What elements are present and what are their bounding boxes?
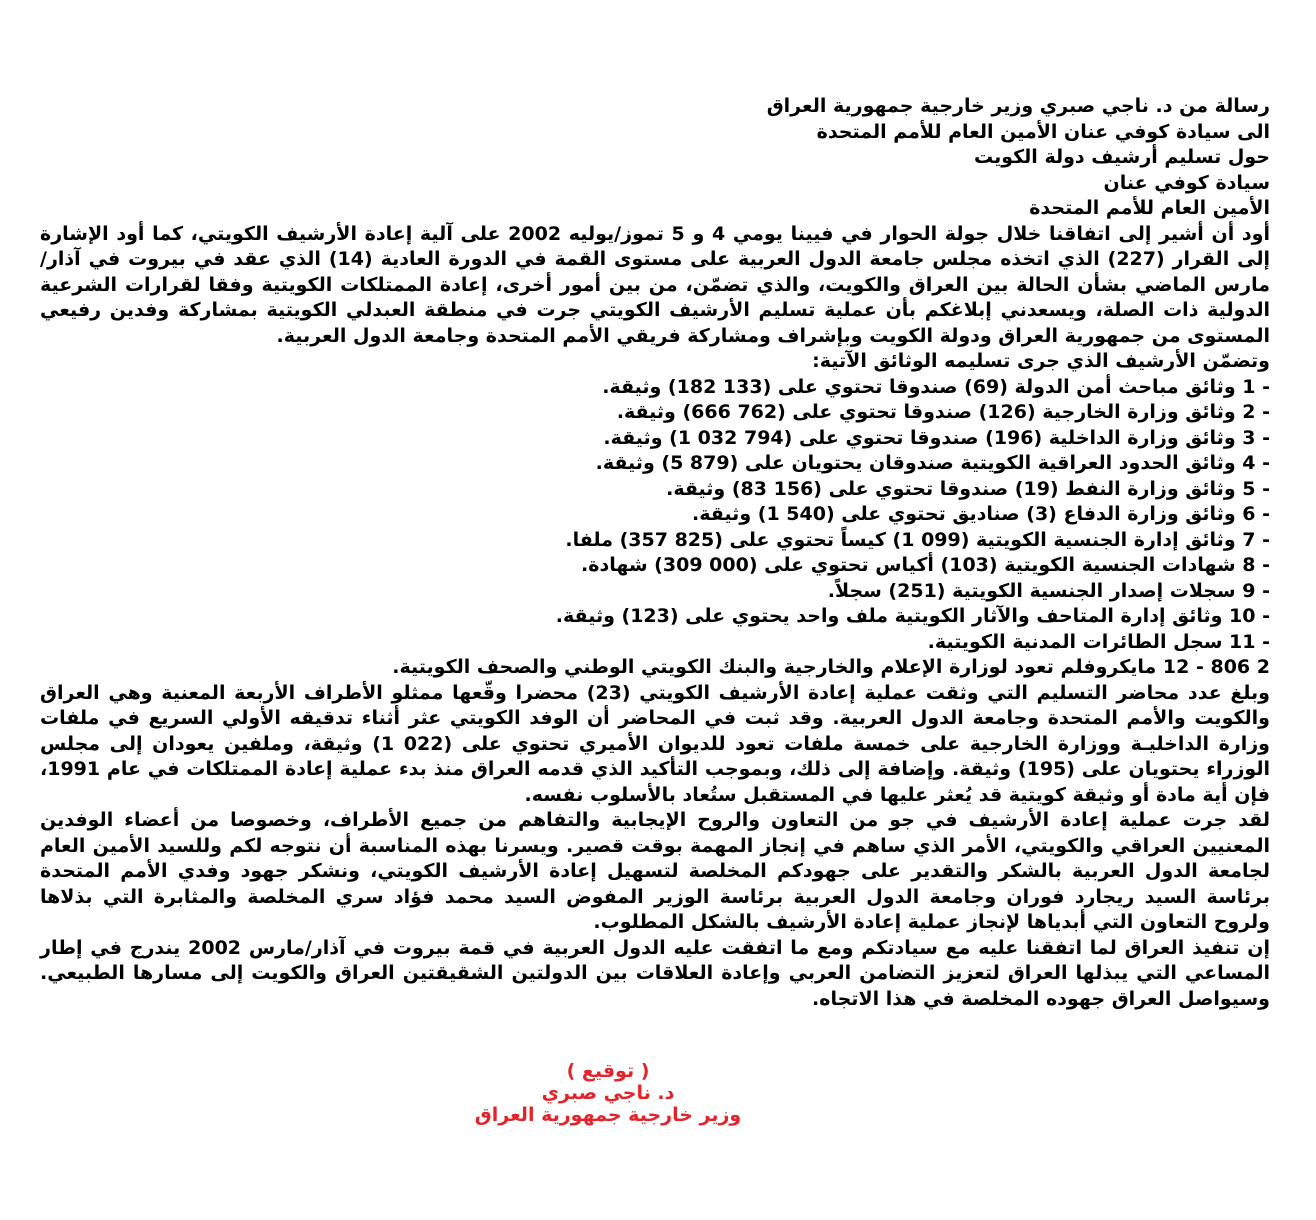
signatory-name: د. ناجي صبري xyxy=(541,1082,675,1104)
list-item: - 9 سجلات إصدار الجنسية الكويتية (251) سجلاً. xyxy=(827,579,1270,602)
list-item: - 7 وثائق إدارة الجنسية الكويتية (099 1) كيساً تحتوي على (825 357) ملفا. xyxy=(565,528,1270,551)
list-item: - 6 وثائق وزارة الدفاع (3) صناديق تحتوي على (540 1) وثيقة. xyxy=(692,503,1270,525)
list-item: - 3 وثائق وزارة الداخلية (196) صندوقا تحتوي على (794 032 1) وثيقة. xyxy=(603,426,1270,449)
salutation-name: سيادة كوفي عنان xyxy=(1103,171,1270,194)
list-item: - 10 وثائق إدارة المتاحف والآثار الكويتية ملف واحد يحتوي على (123) وثيقة. xyxy=(555,605,1270,627)
thanks-paragraph: لقد جرت عملية إعادة الأرشيف في جو من التعاون والروح الإيجابية والتفاهم من جميع الأطراف، وخصوصا من أعضاء الوفدين المعنيين العراقي والكويتي، الأمر الذي ساهم في إنجاز المهمة بوقت قصير. ويسرنا بهذه المناسبة أن نتوجه لكم وللسيد الأمين العام لجامعة الدول العربية بالشكر والتقدير على جهودكم المخلصة لتسهيل إعادة الأرشيف الكويتي، ونشكر جهود وفدي الأمم المتحدة برئاسة السيد ريجارد فوران وجامعة الدول العربية برئاسة الوزير المفوض السيد محمد فؤاد سري المخلصة والمثابرة التي بذلاها ولروح التعاون التي أبدياها لإنجاز عملية إعادة الأرشيف بالشكل المطلوب. xyxy=(40,809,1270,933)
handover-records-paragraph: وبلغ عدد محاضر التسليم التي وثقت عملية إعادة الأرشيف الكويتي (23) محضرا وقّعها ممثلو الأطراف الأربعة المعنية وهي العراق والكويت والأمم المتحدة وجامعة الدول العربية. وقد ثبت في المحاضر أن الوفد الكويتي عثر أثناء تدقيقه الأولي السريع في ملفات وزارة الداخليـة ووزارة الخارجية على خمسة ملفات تعود للديوان الأميري تحتوي على (022 1) وثيقة، وملفين يعودان إلى مجلس الوزراء يحتويان على (195) وثيقة. وإضافة إلى ذلك، وبموجب التأكيد الذي قدمه العراق منذ بدء عملية إعادة الممتلكات في عام 1991، فإن أية مادة أو وثيقة كويتية قد يُعثر عليها في المستقبل ستُعاد بالأسلوب نفسه. xyxy=(40,681,1270,806)
signatory-title: وزير خارجية جمهورية العراق xyxy=(474,1104,742,1126)
signature-block xyxy=(0,1060,1316,1126)
salutation-title: الأمين العام للأمم المتحدة xyxy=(1029,197,1270,219)
list-item: - 2 وثائق وزارة الخارجية (126) صندوقا تحتوي على (762 666) وثيقة. xyxy=(616,401,1270,423)
documents-list xyxy=(40,375,1270,681)
closing-paragraph: إن تنفيذ العراق لما اتفقنا عليه مع سيادتكم ومع ما اتفقت عليه الدول العربية في قمة بيروت في آذار/مارس 2002 يندرج في إطار المساعي التي يبذلها العراق لتعزيز التضامن العربي وإعادة العلاقات بين الدولتين الشقيقتين العراق والكويت إلى مسارها الطبيعي. وسيواصل العراق جهوده المخلصة في هذا الاتجاه. xyxy=(40,936,1270,1010)
list-item: - 8 شهادات الجنسية الكويتية (103) أكياس تحتوي على (000 309) شهادة. xyxy=(581,554,1270,576)
letter-body xyxy=(40,94,1270,1012)
signature-mark: ( توقيع ) xyxy=(566,1060,650,1082)
documents-intro: وتضمّن الأرشيف الذي جرى تسليمه الوثائق الآتية: xyxy=(812,350,1270,372)
letter-subject: حول تسليم أرشيف دولة الكويت xyxy=(973,146,1270,168)
list-item: - 4 وثائق الحدود العراقية الكويتية صندوقان يحتويان على (879 5) وثيقة. xyxy=(595,452,1270,474)
letter-heading-to: الى سيادة كوفي عنان الأمين العام للأمم المتحدة xyxy=(816,120,1270,143)
intro-paragraph: أود أن أشير إلى اتفاقنا خلال جولة الحوار في فيينا يومي 4 و 5 تموز/يوليه 2002 على آلية إعادة الأرشيف الكويتي، كما أود الإشارة إلى القرار (227) الذي اتخذه مجلس جامعة الدول العربية على مستوى القمة في الدورة العادية (14) الذي عقد في بيروت في آذار/مارس الماضي بشأن الحالة بين العراق والكويت، والذي تضمّن، من بين أمور أخرى، إعادة الممتلكات الكويتية وفقا لقرارات الشرعية الدولية ذات الصلة، ويسعدني إبلاغكم بأن عملية تسليم الأرشيف الكويتي جرت في منطقة العبدلي الكويتية بمشاركة وفدين رفيعي المستوى من جمهورية العراق ودولة الكويت وبإشراف ومشاركة فريقي الأمم المتحدة وجامعة الدول العربية. xyxy=(40,222,1271,347)
list-item: - 5 وثائق وزارة النفط (19) صندوقا تحتوي على (156 83) وثيقة. xyxy=(666,477,1270,500)
list-item: 2 806 - 12 مايكروفلم تعود لوزارة الإعلام والخارجية والبنك الكويتي الوطني والصحف الكويتية. xyxy=(392,656,1270,678)
list-item: - 11 سجل الطائرات المدنية الكويتية. xyxy=(927,630,1270,653)
list-item: - 1 وثائق مباحث أمن الدولة (69) صندوقا تحتوي على (133 182) وثيقة. xyxy=(602,375,1270,398)
letter-heading-from: رسالة من د. ناجي صبري وزير خارجية جمهورية العراق xyxy=(766,95,1270,117)
